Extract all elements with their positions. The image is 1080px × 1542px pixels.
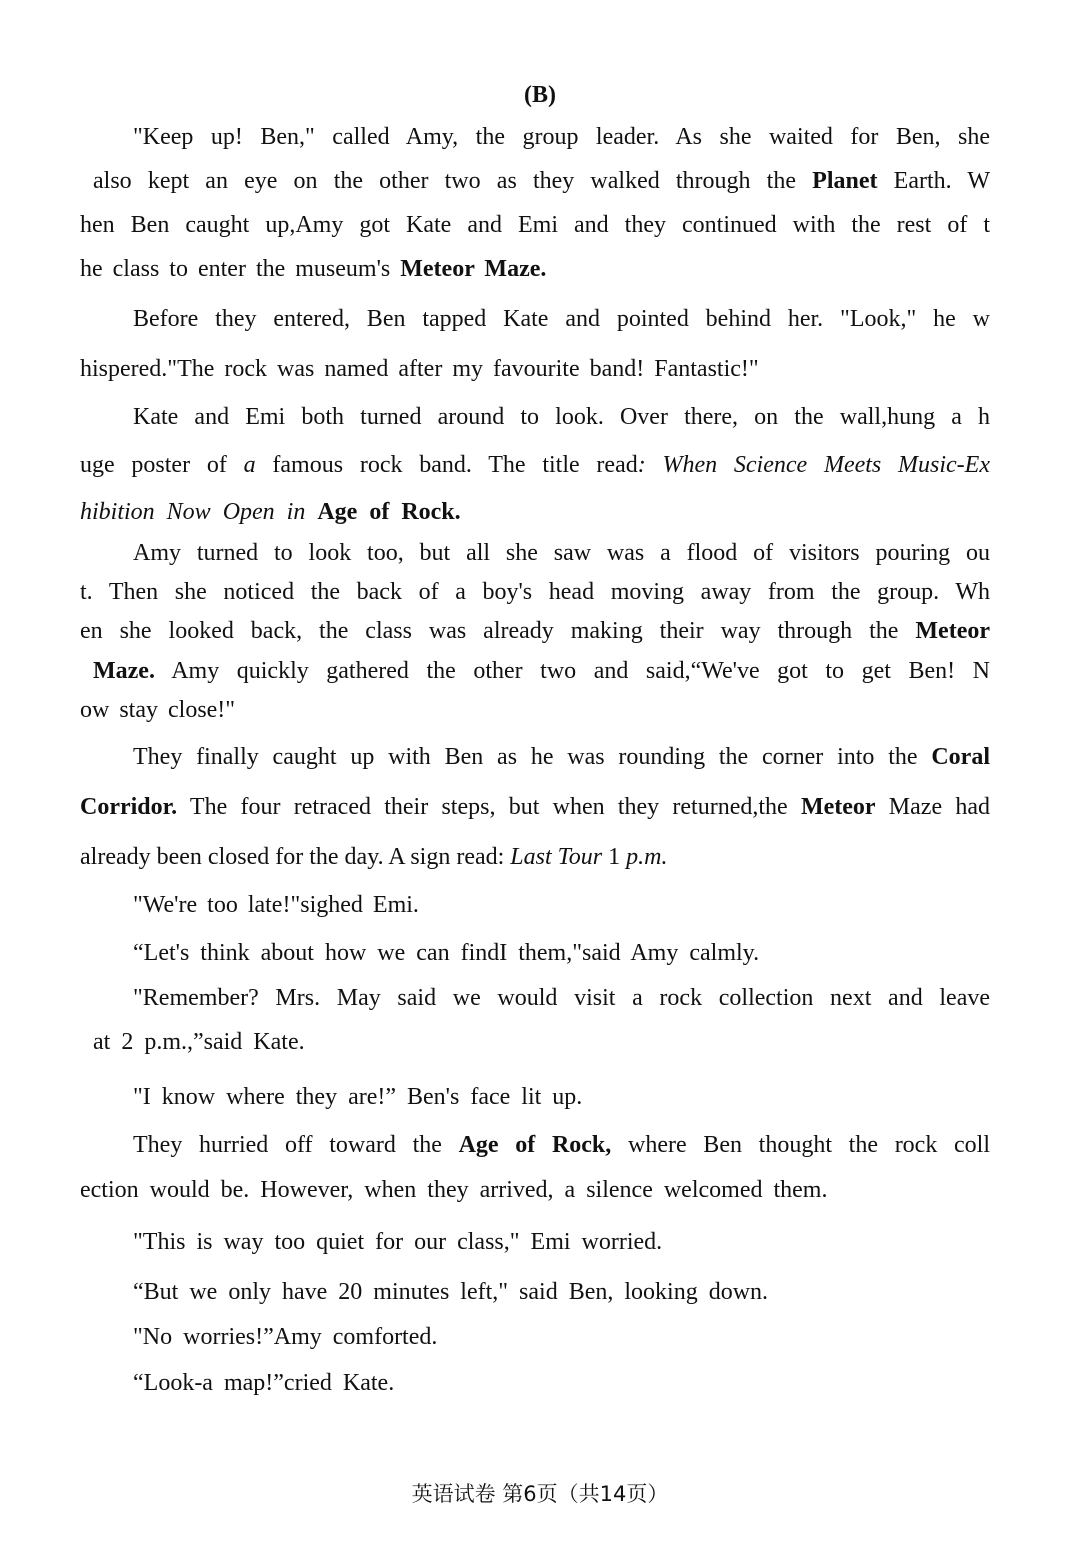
text-line: Corridor. The four retraced their steps, but when they returned,the Meteor Maze had (80, 794, 990, 820)
text-line: en she looked back, the class was already making their way through the Meteor (80, 618, 990, 644)
text-line: hibition Now Open in Age of Rock. (80, 499, 461, 525)
text-line: "Keep up! Ben," called Amy, the group leader. As she waited for Ben, she (133, 124, 990, 150)
text-line: “Look-a map!”cried Kate. (133, 1370, 395, 1396)
text-line: ection would be. However, when they arrived, a silence welcomed them. (80, 1177, 828, 1203)
text-line: Kate and Emi both turned around to look. Over there, on the wall,hung a h (133, 404, 990, 430)
text-line: "Remember? Mrs. May said we would visit a rock collection next and leave (133, 985, 990, 1011)
text-line: he class to enter the museum's Meteor Maze. (80, 256, 547, 282)
text-line: t. Then she noticed the back of a boy's head moving away from the group. Wh (80, 579, 990, 605)
text-line: also kept an eye on the other two as they walked through the Planet Earth. W (93, 168, 990, 194)
text-line: uge poster of a famous rock band. The title read: When Science Meets Music-Ex (80, 452, 990, 478)
text-line: They finally caught up with Ben as he was rounding the corner into the Coral (133, 744, 990, 770)
text-line: already been closed for the day. A sign read: Last Tour 1 p.m. (80, 844, 668, 870)
text-line: ow stay close!" (80, 697, 236, 723)
text-line: "No worries!”Amy comforted. (133, 1324, 438, 1350)
text-line: "I know where they are!” Ben's face lit up. (133, 1084, 583, 1110)
text-line: Before they entered, Ben tapped Kate and pointed behind her. "Look," he w (133, 306, 990, 332)
text-line: at 2 p.m.,”said Kate. (93, 1029, 305, 1055)
section-heading: (B) (524, 82, 556, 108)
text-line: Maze. Amy quickly gathered the other two and said,“We've got to get Ben! N (93, 658, 990, 684)
page-footer: 英语试卷 第6页（共14页） (411, 1482, 669, 1506)
text-line: “Let's think about how we can findI them,"said Amy calmly. (133, 940, 760, 966)
text-line: "This is way too quiet for our class," Emi worried. (133, 1229, 663, 1255)
text-line: “But we only have 20 minutes left," said Ben, looking down. (133, 1279, 769, 1305)
text-line: "We're too late!"sighed Emi. (133, 892, 419, 918)
text-line: hen Ben caught up,Amy got Kate and Emi and they continued with the rest of t (80, 212, 990, 238)
text-line: They hurried off toward the Age of Rock, where Ben thought the rock coll (133, 1132, 990, 1158)
text-line: Amy turned to look too, but all she saw was a flood of visitors pouring ou (133, 540, 990, 566)
text-line: hispered."The rock was named after my favourite band! Fantastic!" (80, 356, 759, 382)
